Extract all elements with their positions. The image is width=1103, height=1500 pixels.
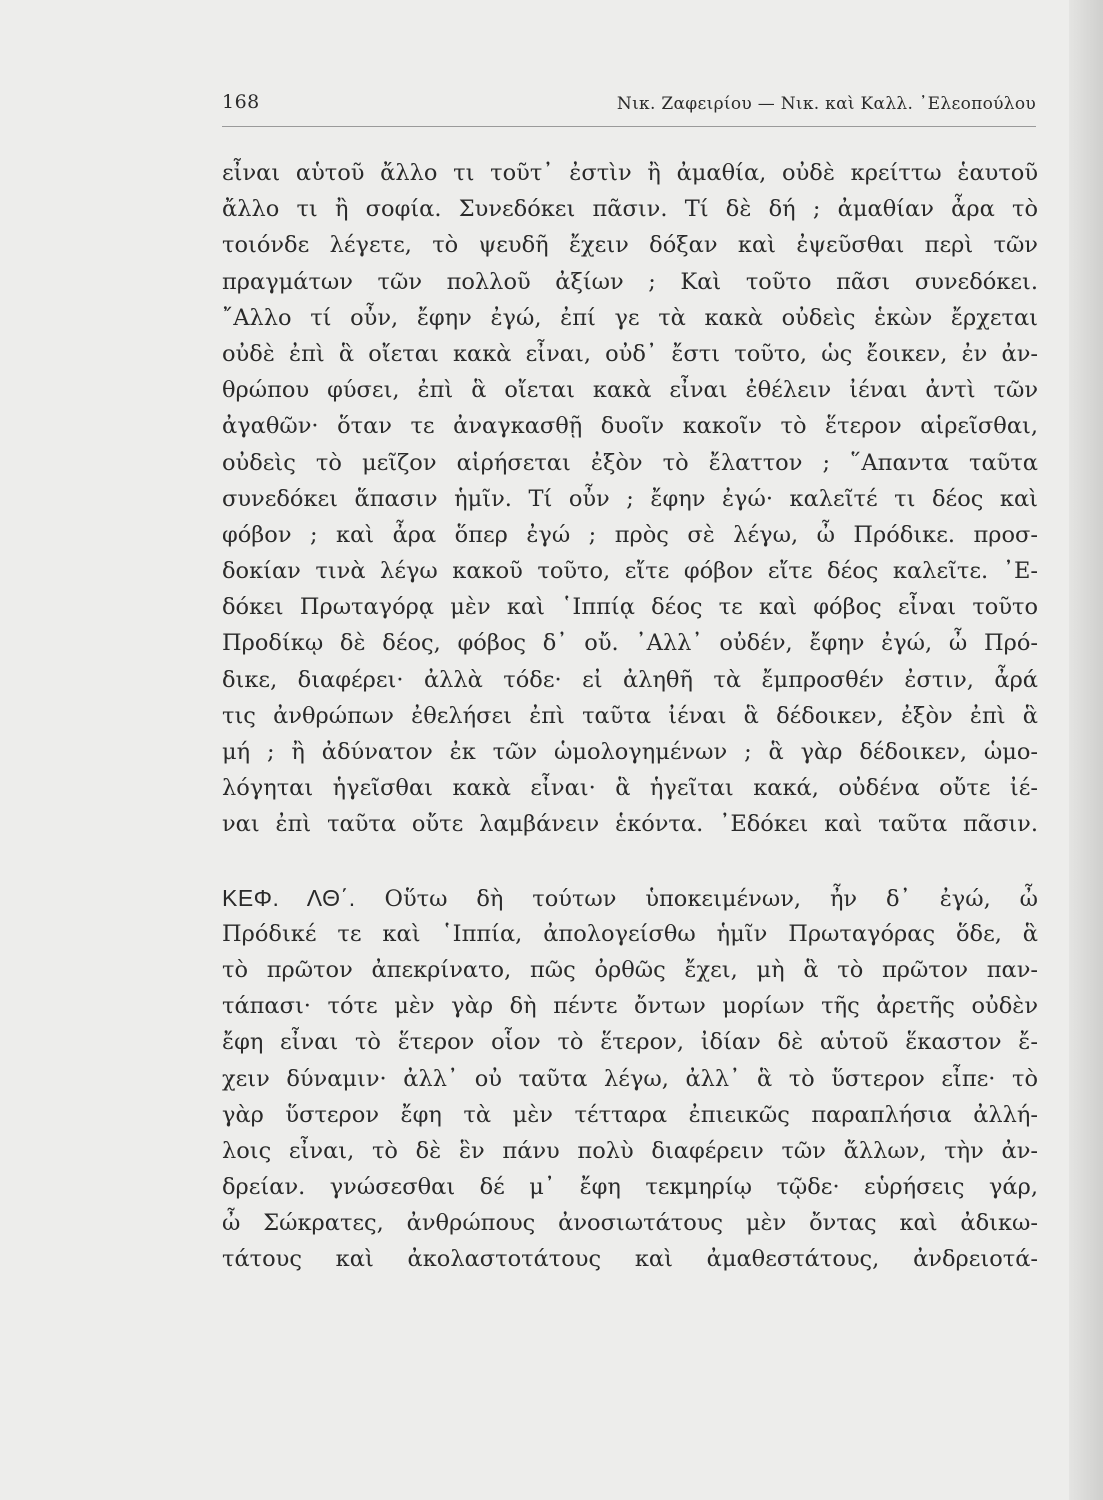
text-line: τάπασι· τότε μὲν γὰρ δὴ πέντε ὄντων μορίων τῆς ἀρετῆς οὐδὲν <box>222 993 1038 1020</box>
text-line: Πρόδικέ τε καὶ ῾Ιππία, ἀπολογείσθω ἡμῖν Πρωταγόρας ὅδε, ἃ <box>222 920 1038 947</box>
text-line: οὐδεὶς τὸ μεῖζον αἱρήσεται ἐξὸν τὸ ἔλαττον ; ῞Απαντα ταῦτα <box>222 449 1038 476</box>
text-line: τοιόνδε λέγετε, τὸ ψευδῆ ἔχειν δόξαν καὶ ἐψεῦσθαι περὶ τῶν <box>222 232 1038 259</box>
header-rule <box>222 126 1036 127</box>
text-line: θρώπου φύσει, ἐπὶ ἃ οἴεται κακὰ εἶναι ἐθέλειν ἰέναι ἀντὶ τῶν <box>222 377 1038 404</box>
text-line: εἶναι αὑτοῦ ἄλλο τι τοῦτ᾿ ἐστὶν ἢ ἀμαθία, οὐδὲ κρείττω ἑαυτοῦ <box>222 160 1038 186</box>
paragraph-1 <box>222 155 1038 843</box>
text-line: τις ἀνθρώπων ἐθελήσει ἐπὶ ταῦτα ἰέναι ἃ δέδοικεν, ἐξὸν ἐπὶ ἃ <box>222 702 1038 729</box>
text-line: Προδίκῳ δὲ δέος, φόβος δ᾿ οὔ. ᾿Αλλ᾿ οὐδέν, ἔφην ἐγώ, ὦ Πρό- <box>222 630 1038 657</box>
page-edge-shadow <box>1069 0 1103 1500</box>
text-line: ἀγαθῶν· ὅταν τε ἀναγκασθῇ δυοῖν κακοῖν τὸ ἕτερον αἱρεῖσθαι, <box>222 413 1038 440</box>
chapter-first-line-text: Οὕτω δὴ τούτων ὑποκειμένων, ἦν δ᾿ ἐγώ, ὦ <box>355 885 1038 912</box>
text-line: ναι ἐπὶ ταῦτα οὔτε λαμβάνειν ἑκόντα. ᾿Εδόκει καὶ ταῦτα πᾶσιν. <box>222 811 1038 838</box>
paragraph-2 <box>222 880 1038 1278</box>
text-line: γὰρ ὕστερον ἔφη τὰ μὲν τέτταρα ἐπιεικῶς παραπλήσια ἀλλή- <box>222 1101 1038 1128</box>
text-line: πραγμάτων τῶν πολλοῦ ἀξίων ; Καὶ τοῦτο πᾶσι συνεδόκει. <box>222 268 1038 295</box>
text-line: ὦ Σώκρατες, ἀνθρώπους ἀνοσιωτάτους μὲν ὄντας καὶ ἀδικω- <box>222 1210 1038 1237</box>
text-line: λόγηται ἡγεῖσθαι κακὰ εἶναι· ἃ ἡγεῖται κακά, οὐδένα οὔτε ἰέ- <box>222 775 1038 802</box>
chapter-first-line <box>222 880 1038 916</box>
text-line: ἔφη εἶναι τὸ ἕτερον οἷον τὸ ἕτερον, ἰδίαν δὲ αὑτοῦ ἕκαστον ἔ- <box>222 1029 1038 1056</box>
page-header <box>222 88 1036 118</box>
body-text <box>222 155 1038 1278</box>
running-head: Νικ. Ζαφειρίου — Νικ. καὶ Καλλ. ᾿Ελεοπούλου <box>616 94 1036 114</box>
text-line: χειν δύναμιν· ἀλλ᾿ οὐ ταῦτα λέγω, ἀλλ᾿ ἃ τὸ ὕστερον εἶπε· τὸ <box>222 1065 1038 1092</box>
text-line: συνεδόκει ἅπασιν ἡμῖν. Τί οὖν ; ἔφην ἐγώ· καλεῖτέ τι δέος καὶ <box>222 485 1038 512</box>
text-line: δικε, διαφέρει· ἀλλὰ τόδε· εἰ ἀληθῆ τὰ ἔμπροσθέν ἐστιν, ἆρά <box>222 666 1038 693</box>
text-line: ἄλλο τι ἢ σοφία. Συνεδόκει πᾶσιν. Τί δὲ δή ; ἀμαθίαν ἆρα τὸ <box>222 196 1038 223</box>
text-line: δοκίαν τινὰ λέγω κακοῦ τοῦτο, εἴτε φόβον εἴτε δέος καλεῖτε. ᾿Ε- <box>222 558 1038 585</box>
page-number: 168 <box>222 91 260 113</box>
text-line: δόκει Πρωταγόρᾳ μὲν καὶ ῾Ιππίᾳ δέος τε καὶ φόβος εἶναι τοῦτο <box>222 594 1038 621</box>
text-line: οὐδὲ ἐπὶ ἃ οἴεται κακὰ εἶναι, οὐδ᾿ ἔστι τοῦτο, ὡς ἔοικεν, ἐν ἀν- <box>222 340 1038 367</box>
text-line: τὸ πρῶτον ἀπεκρίνατο, πῶς ὀρθῶς ἔχει, μὴ ἃ τὸ πρῶτον παν- <box>222 956 1038 983</box>
text-line: λοις εἶναι, τὸ δὲ ἓν πάνυ πολὺ διαφέρειν τῶν ἄλλων, τὴν ἀν- <box>222 1137 1038 1164</box>
paragraph-gap <box>222 843 1038 880</box>
text-line: δρείαν. γνώσεσθαι δέ μ᾿ ἔφη τεκμηρίῳ τῷδε· εὑρήσεις γάρ, <box>222 1174 1038 1201</box>
text-line: μή ; ἢ ἀδύνατον ἐκ τῶν ὡμολογημένων ; ἃ γὰρ δέδοικεν, ὡμο- <box>222 739 1038 765</box>
chapter-label: ΚΕΦ. ΛΘ΄. <box>222 884 356 911</box>
text-line: φόβον ; καὶ ἆρα ὅπερ ἐγώ ; πρὸς σὲ λέγω, ὦ Πρόδικε. προσ- <box>222 521 1038 548</box>
text-line: ῎Αλλο τί οὖν, ἔφην ἐγώ, ἐπί γε τὰ κακὰ οὐδεὶς ἑκὼν ἔρχεται <box>222 304 1038 331</box>
text-line: τάτους καὶ ἀκολαστοτάτους καὶ ἀμαθεστάτους, ἀνδρειοτά- <box>222 1246 1038 1273</box>
